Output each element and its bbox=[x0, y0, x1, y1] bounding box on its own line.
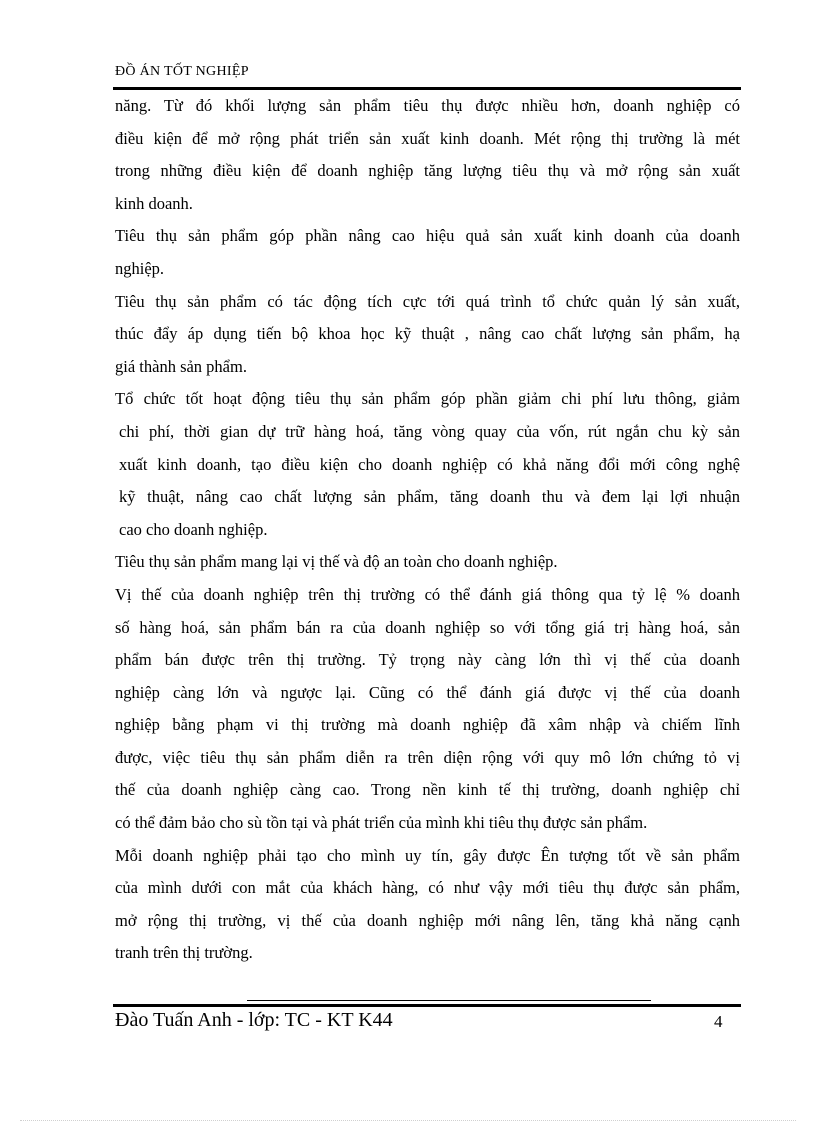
page-number: 4 bbox=[714, 1012, 723, 1031]
text-line: nghiệp càng lớn và ngược lại. Cũng có thể đánh giá được vị thế của doanh bbox=[115, 682, 740, 702]
footer-author: Đào Tuấn Anh - lớp: TC - KT K44 bbox=[115, 1009, 393, 1031]
text-line: nghiệp bằng phạm vi thị trường mà doanh nghiệp đã xâm nhập và chiếm lĩnh bbox=[115, 715, 740, 735]
text-line: Mỗi doanh nghiệp phải tạo cho mình uy tín, gây được Ên tượng tốt về sản phẩm bbox=[115, 845, 740, 865]
text-line: của mình dưới con mắt của khách hàng, có như vậy mới tiêu thụ được sản phẩm, bbox=[115, 878, 740, 898]
text-line: năng. Từ đó khối lượng sản phẩm tiêu thụ được nhiều hơn, doanh nghiệp có bbox=[115, 96, 740, 115]
text-line: mở rộng thị trường, vị thế của doanh nghiệp mới nâng lên, tăng khả năng cạnh bbox=[115, 910, 740, 930]
paragraph bbox=[115, 546, 740, 579]
paragraph bbox=[115, 383, 740, 546]
text-line: nghiệp. bbox=[115, 258, 165, 278]
text-line: thúc đẩy áp dụng tiến bộ khoa học kỹ thuật , nâng cao chất lượng sản phẩm, hạ bbox=[115, 324, 740, 344]
text-line: điều kiện để mở rộng phát triển sản xuất kinh doanh. Mét rộng thị trường là mét bbox=[115, 128, 740, 148]
text-line: Tiêu thụ sản phẩm có tác động tích cực tới quá trình tổ chức quản lý sản xuất, bbox=[115, 291, 740, 311]
page-edge-divider bbox=[20, 1120, 796, 1121]
text-line: Tiêu thụ sản phẩm góp phần nâng cao hiệu quả sản xuất kinh doanh của doanh bbox=[115, 226, 740, 246]
paragraph bbox=[115, 840, 740, 970]
text-line: phẩm bán được trên thị trường. Tỷ trọng này càng lớn thì vị thế của doanh bbox=[115, 650, 740, 670]
paragraph bbox=[115, 579, 740, 840]
text-line: kỹ thuật, nâng cao chất lượng sản phẩm, tăng doanh thu và đem lại lợi nhuận bbox=[119, 487, 740, 507]
paragraph bbox=[115, 220, 740, 285]
text-line: xuất kinh doanh, tạo điều kiện cho doanh nghiệp có khả năng đổi mới công nghệ bbox=[119, 454, 740, 474]
page-header-title: ĐỒ ÁN TỐT NGHIỆP bbox=[115, 64, 249, 79]
text-line: Vị thế của doanh nghiệp trên thị trường có thể đánh giá thông qua tỷ lệ % doanh bbox=[115, 584, 740, 604]
text-line: cao cho doanh nghiệp. bbox=[119, 519, 268, 539]
paragraph bbox=[115, 90, 740, 220]
text-line: số hàng hoá, sản phẩm bán ra của doanh nghiệp so với tổng giá trị hàng hoá, sản bbox=[115, 617, 740, 637]
text-line: chi phí, thời gian dự trữ hàng hoá, tăng vòng quay của vốn, rút ngắn chu kỳ sản bbox=[119, 421, 740, 441]
text-line: có thể đảm bảo cho sù tồn tại và phát triển của mình khi tiêu thụ được sản phẩm. bbox=[115, 813, 648, 833]
text-line: giá thành sản phẩm. bbox=[115, 356, 247, 376]
body-text bbox=[115, 90, 740, 970]
footer-rule bbox=[113, 1004, 741, 1007]
text-line: Tổ chức tốt hoạt động tiêu thụ sản phẩm góp phần giảm chi phí lưu thông, giảm bbox=[115, 389, 740, 409]
text-line: tranh trên thị trường. bbox=[115, 943, 253, 963]
text-line: Tiêu thụ sản phẩm mang lại vị thế và độ an toàn cho doanh nghiệp. bbox=[115, 552, 558, 572]
text-line: kinh doanh. bbox=[115, 193, 193, 213]
text-line: thế của doanh nghiệp càng cao. Trong nền kinh tế thị trường, doanh nghiệp chỉ bbox=[115, 780, 740, 800]
footer-rule-thin bbox=[247, 1000, 651, 1001]
paragraph bbox=[115, 286, 740, 384]
text-line: được, việc tiêu thụ sản phẩm diễn ra trên diện rộng với quy mô lớn chứng tỏ vị bbox=[115, 747, 740, 767]
text-line: trong những điều kiện để doanh nghiệp tăng lượng tiêu thụ và mở rộng sản xuất bbox=[115, 161, 740, 181]
